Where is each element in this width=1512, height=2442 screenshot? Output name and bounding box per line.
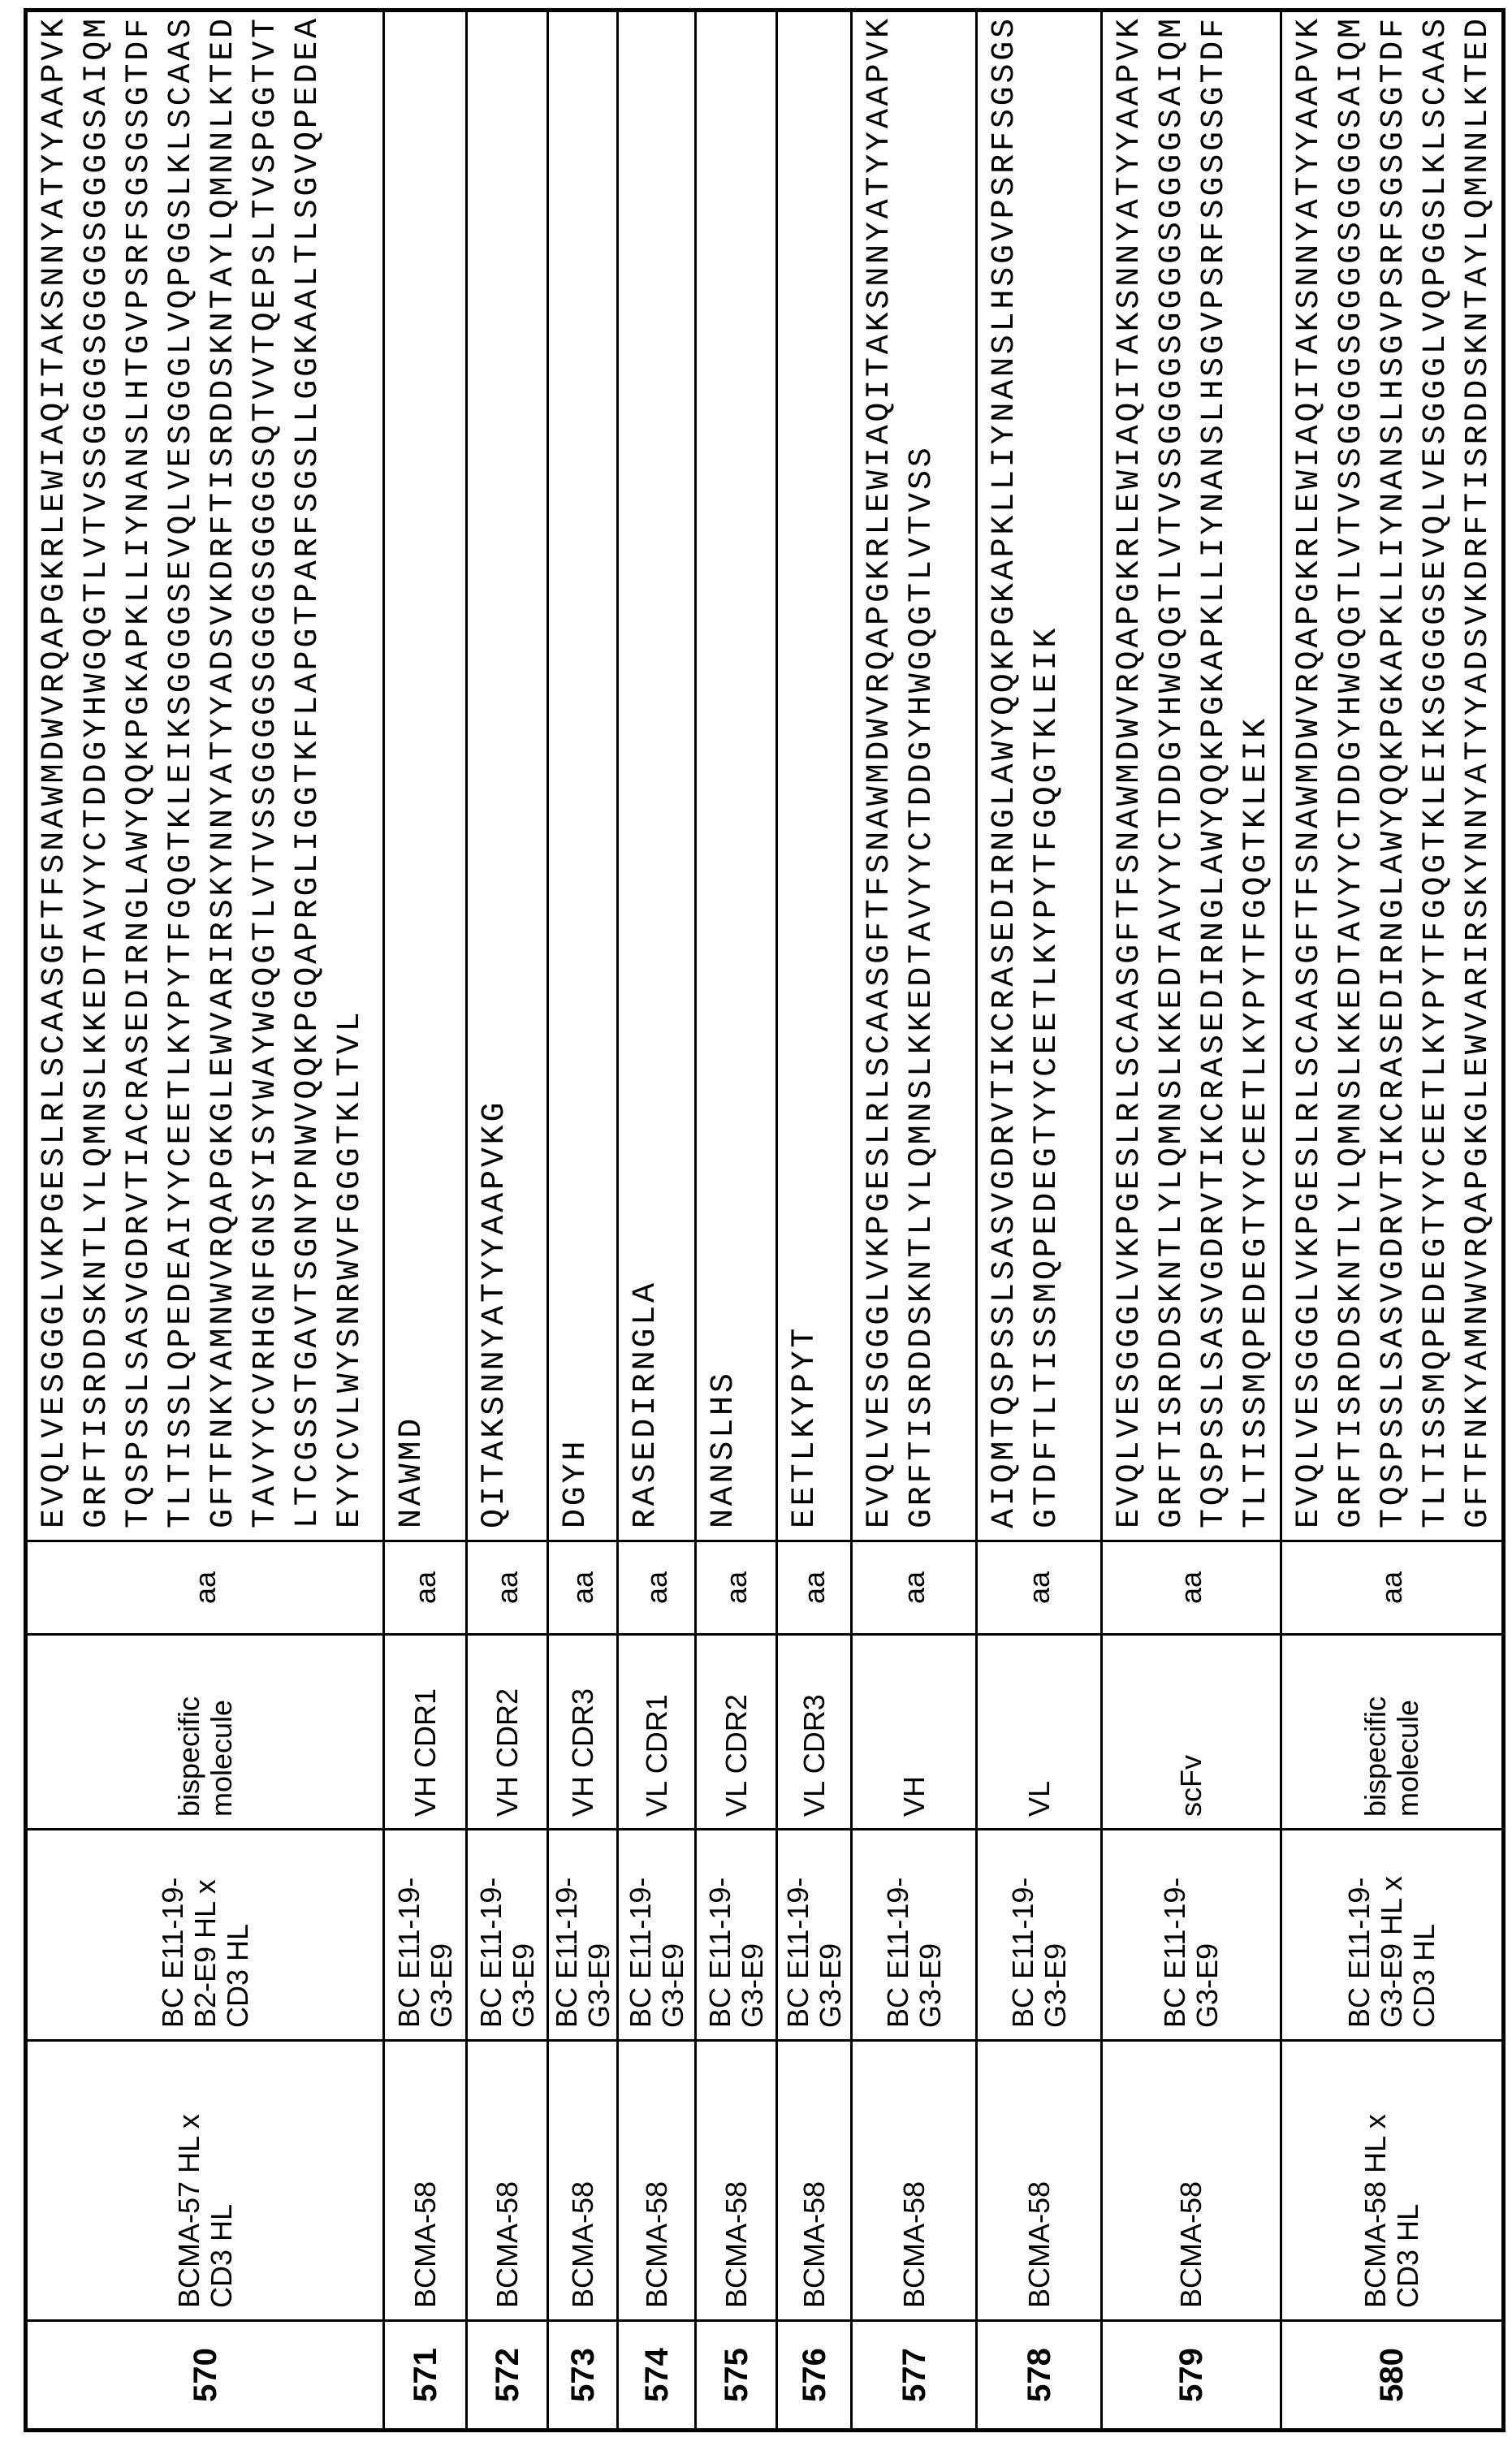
format-label: VH [852, 1635, 977, 1830]
sequence-line: TAVYYCVRHGNFGNSYISYWAYWGQGTLVTVSSGGGGSGGGGSGGGGSQTVVTQEPSLTVSPGGTVT [245, 24, 287, 1528]
sequence-line: NAWMD [391, 24, 434, 1528]
sequence-cell [852, 11, 977, 1541]
sequence-type: aa [696, 1541, 777, 1635]
table-row [777, 11, 852, 2431]
molecule-name: BCMA-58 [1102, 2041, 1281, 2321]
sequence-cell [548, 11, 618, 1541]
sequence-line: TLTISSMQPEDEGTYYCEETLKYPYTFGQGTKLEIKSGGGGSEVQLVESGGGLVQPGGSLKLSCAAS [1415, 24, 1458, 1528]
sequence-line: GRFTISRDDSKNTLYLQMNSLKKEDTAVYYCTDDGYHWGQGTLVTVSSGGGGSGGGGSGGGGSAIQM [76, 24, 119, 1528]
sequence-cell [777, 11, 852, 1541]
sequence-line: GRFTISRDDSKNTLYLQMNSLKKEDTAVYYCTDDGYHWGQGTLVTVSSGGGGSGGGGSGGGGSAIQM [1151, 24, 1194, 1528]
table-row [548, 11, 618, 2431]
sequence-line: LTCGSSTGAVTSGNYPNWVQQKPGQAPRGLIGGTKFLAPGTPARFSGSLLGGKAALTLSGVQPEDEA [287, 24, 330, 1528]
sequence-type: aa [1281, 1541, 1504, 1635]
sequence-cell [1102, 11, 1281, 1541]
molecule-name: BCMA-58 [977, 2041, 1102, 2321]
sequence-type: aa [618, 1541, 696, 1635]
format-label: scFv [1102, 1635, 1281, 1830]
format-label: VL CDR3 [777, 1635, 852, 1830]
sequence-line: GRFTISRDDSKNTLYLQMNSLKKEDTAVYYCTDDGYHWGQGTLVTVSS [901, 24, 944, 1528]
sequence-type: aa [977, 1541, 1102, 1635]
source-name: BC E11-19-B2-E9 HL x CD3 HL [26, 1830, 384, 2041]
format-label: VH CDR2 [467, 1635, 548, 1830]
sequence-line: TLTISSMQPEDEGTYYCEETLKYPYTFGQGTKLEIK [1236, 24, 1278, 1528]
molecule-name: BCMA-57 HL x CD3 HL [26, 2041, 384, 2321]
sequence-type: aa [384, 1541, 467, 1635]
seq-id-number: 576 [777, 2321, 852, 2431]
sequence-cell [696, 11, 777, 1541]
sequence-type: aa [548, 1541, 618, 1635]
format-label: bispecific molecule [1281, 1635, 1504, 1830]
molecule-name: BCMA-58 [467, 2041, 548, 2321]
source-name: BC E11-19-G3-E9 [467, 1830, 548, 2041]
source-name: BC E11-19-G3-E9 [384, 1830, 467, 2041]
format-label: VL CDR1 [618, 1635, 696, 1830]
seq-id-number: 571 [384, 2321, 467, 2431]
table-row [618, 11, 696, 2431]
format-label: VL [977, 1635, 1102, 1830]
sequence-type: aa [26, 1541, 384, 1635]
format-label: VH CDR1 [384, 1635, 467, 1830]
sequence-line: TQSPSSLSASVGDRVTIKCRASEDIRNGLAWYQQKPGKAPKLLIYNANSLHSGVPSRFSGSGSGTDF [1373, 24, 1415, 1528]
source-name: BC E11-19-G3-E9 HL x CD3 HL [1281, 1830, 1504, 2041]
sequence-line: GFTFNKYAMNWVRQAPGKGLEWVARIRSKYNNYATYYADSVKDRFTISRDDSKNTAYLQMNNLKTED [1458, 24, 1500, 1528]
molecule-name: BCMA-58 HL x CD3 HL [1281, 2041, 1504, 2321]
source-name: BC E11-19-G3-E9 [548, 1830, 618, 2041]
molecule-name: BCMA-58 [852, 2041, 977, 2321]
sequence-line: DGYH [555, 24, 598, 1528]
sequence-cell [1281, 11, 1504, 1541]
sequence-line: EETLKYPYT [784, 24, 827, 1528]
source-name: BC E11-19-G3-E9 [852, 1830, 977, 2041]
sequence-line: TQSPSSLSASVGDRVTIKCRASEDIRNGLAWYQQKPGKAPKLLIYNANSLHSGVPSRFSGSGSGTDF [1194, 24, 1236, 1528]
source-name: BC E11-19-G3-E9 [1102, 1830, 1281, 2041]
seq-id-number: 575 [696, 2321, 777, 2431]
table-row [467, 11, 548, 2431]
source-name: BC E11-19-G3-E9 [618, 1830, 696, 2041]
molecule-name: BCMA-58 [548, 2041, 618, 2321]
table-row [26, 11, 384, 2431]
molecule-name: BCMA-58 [618, 2041, 696, 2321]
sequence-line: EVQLVESGGGLVKPGESLRLSCAASGFTFSNAWMDWVRQAPGKRLEWIAQITAKSNNYATYYAAPVK [1289, 24, 1331, 1528]
source-name: BC E11-19-G3-E9 [696, 1830, 777, 2041]
seq-id-number: 574 [618, 2321, 696, 2431]
molecule-name: BCMA-58 [696, 2041, 777, 2321]
table-row [852, 11, 977, 2431]
table-row [1281, 11, 1504, 2431]
sequence-cell [618, 11, 696, 1541]
sequence-type: aa [467, 1541, 548, 1635]
molecule-name: BCMA-58 [777, 2041, 852, 2321]
sequence-line: GRFTISRDDSKNTLYLQMNSLKKEDTAVYYCTDDGYHWGQGTLVTVSSGGGGSGGGGSGGGGSAIQM [1331, 24, 1373, 1528]
sequence-type: aa [777, 1541, 852, 1635]
sequence-type: aa [852, 1541, 977, 1635]
table-row [384, 11, 467, 2431]
sequence-cell [26, 11, 384, 1541]
table-row [1102, 11, 1281, 2431]
sequence-line: EYYCVLWYSNRWVFGGGTKLTVL [330, 24, 372, 1528]
sequence-cell [384, 11, 467, 1541]
sequence-line: RASEDIRNGLA [625, 24, 667, 1528]
sequence-line: TLTISSLQPEDEAIYYCEETLKYPYTFGQGTKLEIKSGGGGSEVQLVESGGGLVQPGGSLKLSCAAS [161, 24, 203, 1528]
seq-id-number: 580 [1281, 2321, 1504, 2431]
sequence-line: GTDFTLTISSMQPEDEGTYYCEETLKYPYTFGQGTKLEIK [1026, 24, 1069, 1528]
table-row [696, 11, 777, 2431]
sequence-line: AIQMTQSPSSLSASVGDRVTIKCRASEDIRNGLAWYQQKPGKAPKLLIYNANSLHSGVPSRFSGSGS [984, 24, 1026, 1528]
sequence-line: NANSLHS [703, 24, 745, 1528]
sequence-line: QITAKSNNYATYYAAPVKG [474, 24, 516, 1528]
table-row [977, 11, 1102, 2431]
seq-id-number: 573 [548, 2321, 618, 2431]
format-label: VH CDR3 [548, 1635, 618, 1830]
sequence-cell [977, 11, 1102, 1541]
sequence-line: EVQLVESGGGLVKPGESLRLSCAASGFTFSNAWMDWVRQAPGKRLEWIAQITAKSNNYATYYAAPVK [34, 24, 76, 1528]
sequence-type: aa [1102, 1541, 1281, 1635]
sequence-line: TQSPSSLSASVGDRVTIACRASEDIRNGLAWYQQKPGKAPKLLIYNANSLHTGVPSRFSGSGSGTDF [119, 24, 161, 1528]
sequence-cell [467, 11, 548, 1541]
seq-id-number: 579 [1102, 2321, 1281, 2431]
format-label: VL CDR2 [696, 1635, 777, 1830]
seq-id-number: 578 [977, 2321, 1102, 2431]
sequence-line: EVQLVESGGGLVKPGESLRLSCAASGFTFSNAWMDWVRQAPGKRLEWIAQITAKSNNYATYYAAPVK [859, 24, 901, 1528]
seq-id-number: 577 [852, 2321, 977, 2431]
source-name: BC E11-19-G3-E9 [977, 1830, 1102, 2041]
format-label: bispecific molecule [26, 1635, 384, 1830]
rotated-sequence-table [24, 8, 1501, 2432]
seq-id-number: 572 [467, 2321, 548, 2431]
source-name: BC E11-19-G3-E9 [777, 1830, 852, 2041]
molecule-name: BCMA-58 [384, 2041, 467, 2321]
sequence-table [24, 8, 1506, 2432]
sequence-line: GFTFNKYAMNWVRQAPGKGLEWVARIRSKYNNYATYYADSVKDRFTISRDDSKNTAYLQMNNLKTED [203, 24, 245, 1528]
sequence-line: EVQLVESGGGLVKPGESLRLSCAASGFTFSNAWMDWVRQAPGKRLEWIAQITAKSNNYATYYAAPVK [1109, 24, 1151, 1528]
seq-id-number: 570 [26, 2321, 384, 2431]
